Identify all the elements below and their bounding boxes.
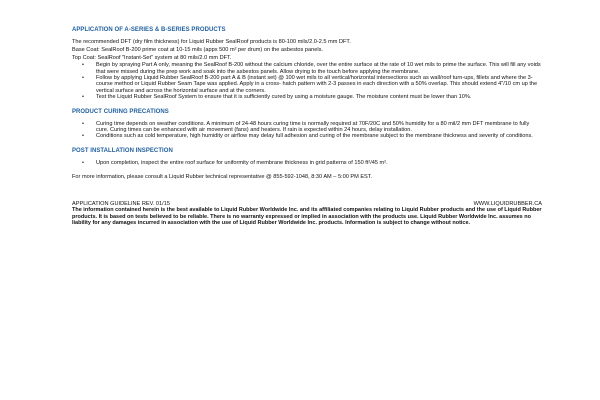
list-item-text: Upon completion, inspect the entire roof surface for uniformity of membrane thickness in grid patterns of 150 ft²/45 m². — [96, 159, 388, 166]
list-item-text: Begin by spraying Part A only, meaning the SealRoof B-200 without the calcium chloride, over the entire surface at the rate of 10 wet mils to prime the surface. This will fill any voids that were missed during the prep work and soak into the asbestos panels. Allow drying to the touch before applying the membrane. — [96, 62, 541, 75]
bullet-icon: • — [82, 159, 84, 166]
list-item — [72, 94, 542, 100]
list-item-text: Test the Liquid Rubber SealRoof System to ensure that it is sufficiently cured by using a moisture gauge. The moisture content must be lower than 10%. — [96, 94, 472, 101]
bullet-icon: • — [82, 94, 84, 101]
dft-intro: The recommended DFT (dry film thickness) for Liquid Rubber SealRoof products is 80-100 mils/2.0-2.5 mm DFT. — [72, 39, 351, 45]
guideline-revision: APPLICATION GUIDELINE REV. 01/15 — [72, 200, 170, 207]
list-item-text: Follow by applying Liquid Rubber SealRoof B-200 part A & B (instant set) @ 100 wet mils to all vertical/horizontal intersections such as wall/roof turn-ups, fillets and where the 3-course method or Liquid Rubber Seam Tape was applied. Apply in a cross- hatch pattern with 2-3 passes in each direction with a 50% overlap. This should extend 4"/10 cm up the vertical surface and across the horizontal surface and at the corners. — [96, 75, 538, 94]
section-heading-application: APPLICATION OF A-SERIES & B-SERIES PRODUCTS — [72, 27, 226, 33]
bullet-icon: • — [82, 75, 84, 82]
disclaimer-text: The information contained herein is the best available to Liquid Rubber Worldwide Inc. and its affiliated companies relating to Liquid Rubber products and the use of Liquid Rubber products. It is based on tests believed to be reliable. There is no warranty expressed or implied in association with the products use. Liquid Rubber Worldwide Inc. assumes no liability for any damages incurred in association with the use of Liquid Rubber Worldwide Inc. products. Information is subject to change without notice. — [72, 207, 542, 227]
list-item — [72, 75, 542, 94]
section-heading-inspection: POST INSTALLATION INSPECTION — [72, 147, 173, 154]
bullet-icon: • — [82, 133, 84, 140]
list-item — [72, 121, 542, 134]
inspection-list — [72, 160, 542, 166]
list-item — [72, 160, 542, 166]
application-steps-list — [72, 62, 542, 100]
list-item — [72, 62, 542, 75]
list-item — [72, 133, 542, 139]
list-item-text: Conditions such as cold temperature, high humidity or airflow may delay full adhesion and curing of the membrane subject to the membrane thickness and severity of conditions. — [96, 133, 533, 140]
website-link[interactable]: WWW.LIQUIDRUBBER.CA — [473, 200, 542, 207]
section-heading-curing: PRODUCT CURING PRECATIONS — [72, 108, 169, 115]
bullet-icon: • — [82, 62, 84, 69]
document-content — [72, 27, 542, 227]
bullet-icon: • — [82, 120, 84, 127]
curing-precautions-list — [72, 121, 542, 140]
list-item-text: Curing time depends on weather conditions. A minimum of 24-48 hours curing time is normally required at 70F/20C and 50% humidity for a 80 mil/2 mm DFT membrane to fully cure. Curing times can be enhanced with air movement (fans) and heaters. If rain is expected within 24 hours, delay installation. — [96, 120, 530, 134]
contact-text: For more information, please consult a Liquid Rubber technical representative @ 855-592-1048, 8:30 AM – 5:00 PM EST. — [72, 174, 373, 181]
base-coat-text: Base Coat: SealRoof B-200 prime coat at 10-15 mils (appx 500 m² per drum) on the asbestos panels. — [72, 46, 323, 53]
top-coat-text: Top Coat: SealRoof "Instant-Set" system at 80 mils/2.0 mm DFT. — [72, 54, 232, 61]
